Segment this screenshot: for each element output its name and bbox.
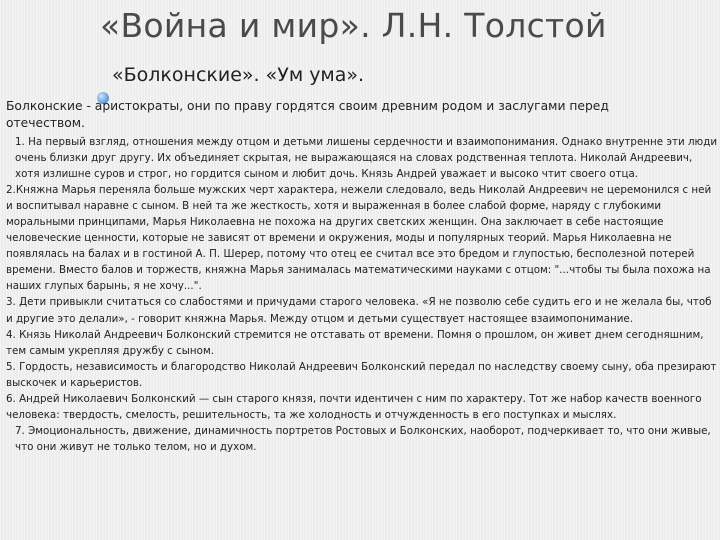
paragraph-5: 5. Гордость, независимость и благородство Николай Андреевич Болконский передал по наследству своему сыну, оба презирают выскочек и карьеристов. xyxy=(6,360,717,389)
slide-subtitle: «Болконские». «Ум ума». xyxy=(112,64,365,86)
slide-title: «Война и мир». Л.Н. Толстой xyxy=(100,6,607,45)
intro-text: Болконские - аристократы, они по праву гордятся своим древним родом и заслугами перед отечеством. xyxy=(6,99,609,130)
paragraph-6: 6. Андрей Николаевич Болконский — сын старого князя, почти идентичен с ним по характеру. Тот же набор качеств военного человека: твердость, смелость, решительность, та же холодность и отчужденность в его поступках и мыслях. xyxy=(6,392,702,421)
paragraph-7: 7. Эмоциональность, движение, динамичность портретов Ростовых и Болконских, наоборот, подчеркивает то, что они живые, что они живут не только телом, но и духом. xyxy=(15,424,711,453)
slide-body xyxy=(6,134,718,455)
paragraph-2: 2.Княжна Марья переняла больше мужских черт характера, нежели следовало, ведь Николай Андреевич не церемонился с ней и воспитывал наравне с сыном. В ней та же жесткость, хотя и выраженная в более слабой форме, наряду с глубокими моральными принципами, Марья Николаевна не похожа на других светских женщин. Она заключает в себе настоящие человеческие ценности, которые не зависят от времени и окружения, моды и популярных теорий. Марья Николаевна не появлялась на балах и в гостиной А. П. Шерер, потому что отец ее считал все это бредом и глупостью, бесполезной потерей времени. Вместо балов и торжеств, княжна Марья занималась математическими науками с отцом: "...чтобы ты была похожа на наших глупых барынь, я не хочу...". xyxy=(6,184,712,293)
paragraph-3: 3. Дети привыкли считаться со слабостями и причудами старого человека. «Я не позволю себе судить его и не желала бы, чтоб и другие это делали», - говорит княжна Марья. Между отцом и детьми существует настоящее взаимопонимание. xyxy=(6,296,712,325)
paragraph-4: 4. Князь Николай Андреевич Болконский стремится не отставать от времени. Помня о прошлом, он живет днем сегодняшним, тем самым укрепляя дружбу с сыном. xyxy=(6,328,704,357)
paragraph-1: 1. На первый взгляд, отношения между отцом и детьми лишены сердечности и взаимопонимания. Однако внутренне эти люди очень близки друг другу. Их объединяет скрытая, не выражающаяся на словах родственная теплота. Николай Андреевич, хотя излишне суров и строг, но гордится сыном и любит дочь. Князь Андрей уважает и высоко чтит своего отца. xyxy=(15,136,718,181)
